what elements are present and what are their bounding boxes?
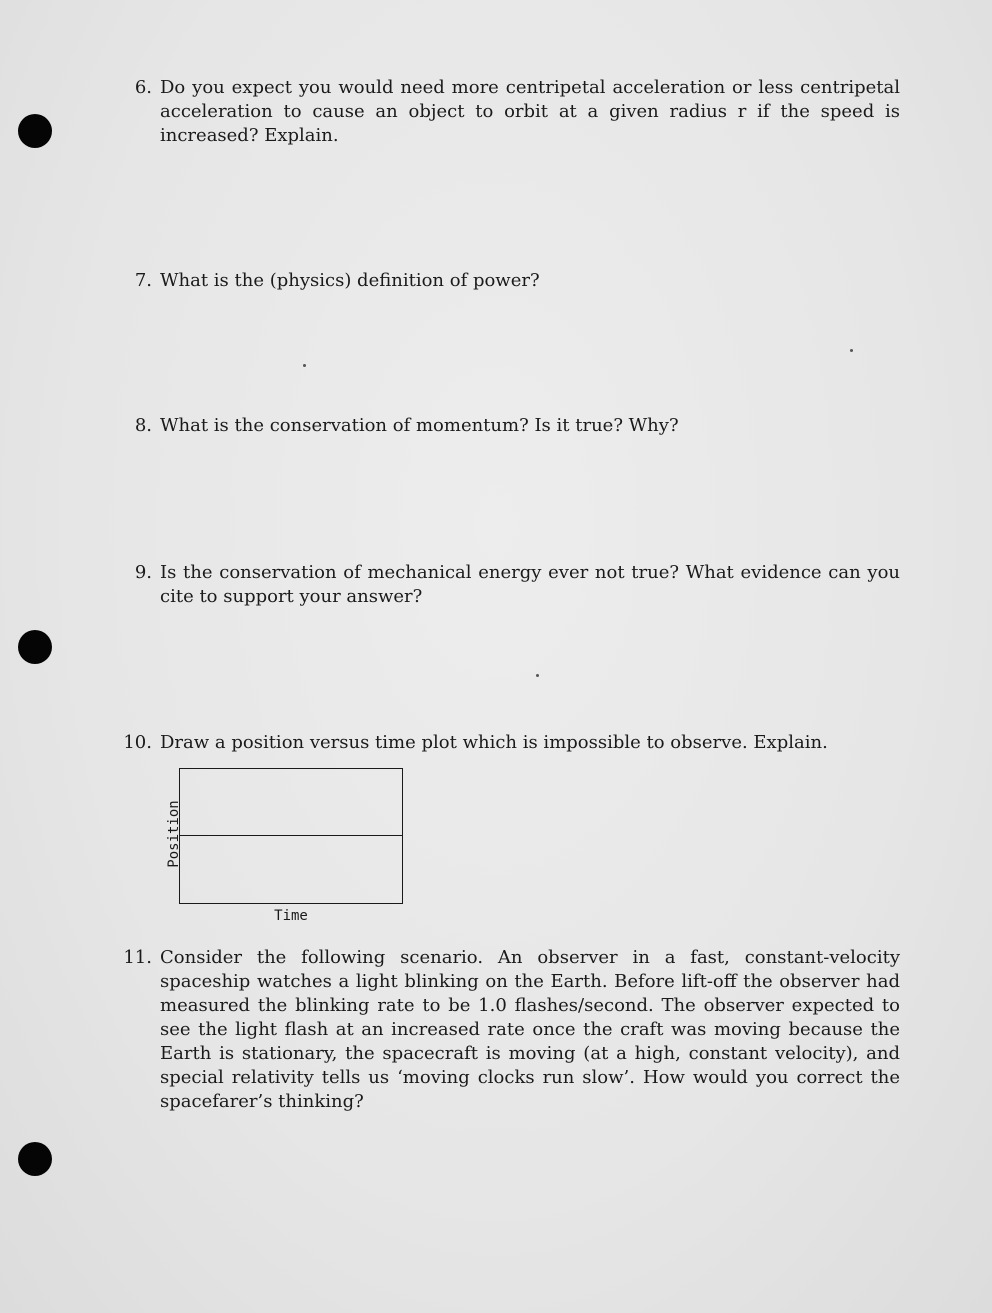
- position-time-plot-box[interactable]: [179, 768, 403, 904]
- question-11: [120, 946, 900, 1114]
- plot-x-axis-label: Time: [274, 908, 308, 924]
- question-number: 10.: [123, 732, 152, 753]
- question-number: 6.: [134, 77, 152, 98]
- plot-horizontal-line: [180, 835, 402, 836]
- scan-speck: [536, 674, 539, 677]
- question-number: 8.: [134, 415, 152, 436]
- plot-y-axis-label: Position: [166, 800, 182, 868]
- scan-speck: [850, 349, 853, 352]
- question-10: [120, 731, 900, 755]
- question-7: [120, 269, 900, 293]
- binder-hole-middle: [18, 630, 52, 664]
- question-text: Do you expect you would need more centripetal acceleration or less centripetal acceleration to cause an object to orbit at a given radius r if the speed is increased? Explain.: [160, 77, 900, 146]
- binder-hole-top: [18, 114, 52, 148]
- question-6: [120, 76, 900, 148]
- question-8: [120, 414, 900, 438]
- question-number: 11.: [123, 947, 152, 968]
- question-9: [120, 561, 900, 609]
- question-text: Draw a position versus time plot which is impossible to observe. Explain.: [160, 732, 828, 753]
- binder-hole-bottom: [18, 1142, 52, 1176]
- question-number: 9.: [134, 562, 152, 583]
- question-text: Consider the following scenario. An observer in a fast, constant-velocity spaceship watches a light blinking on the Earth. Before lift-off the observer had measured the blinking rate to be 1.0 flashes/second. The observer expected to see the light flash at an increased rate once the craft was moving because the Earth is stationary, the spacecraft is moving (at a high, constant velocity), and special relativity tells us ‘moving clocks run slow’. How would you correct the spacefarer’s thinking?: [160, 947, 900, 1112]
- question-text: What is the conservation of momentum? Is it true? Why?: [160, 415, 679, 436]
- question-text: Is the conservation of mechanical energy ever not true? What evidence can you cite to support your answer?: [160, 562, 900, 607]
- scan-speck: [303, 364, 306, 367]
- question-text: What is the (physics) definition of power?: [160, 270, 540, 291]
- question-number: 7.: [134, 270, 152, 291]
